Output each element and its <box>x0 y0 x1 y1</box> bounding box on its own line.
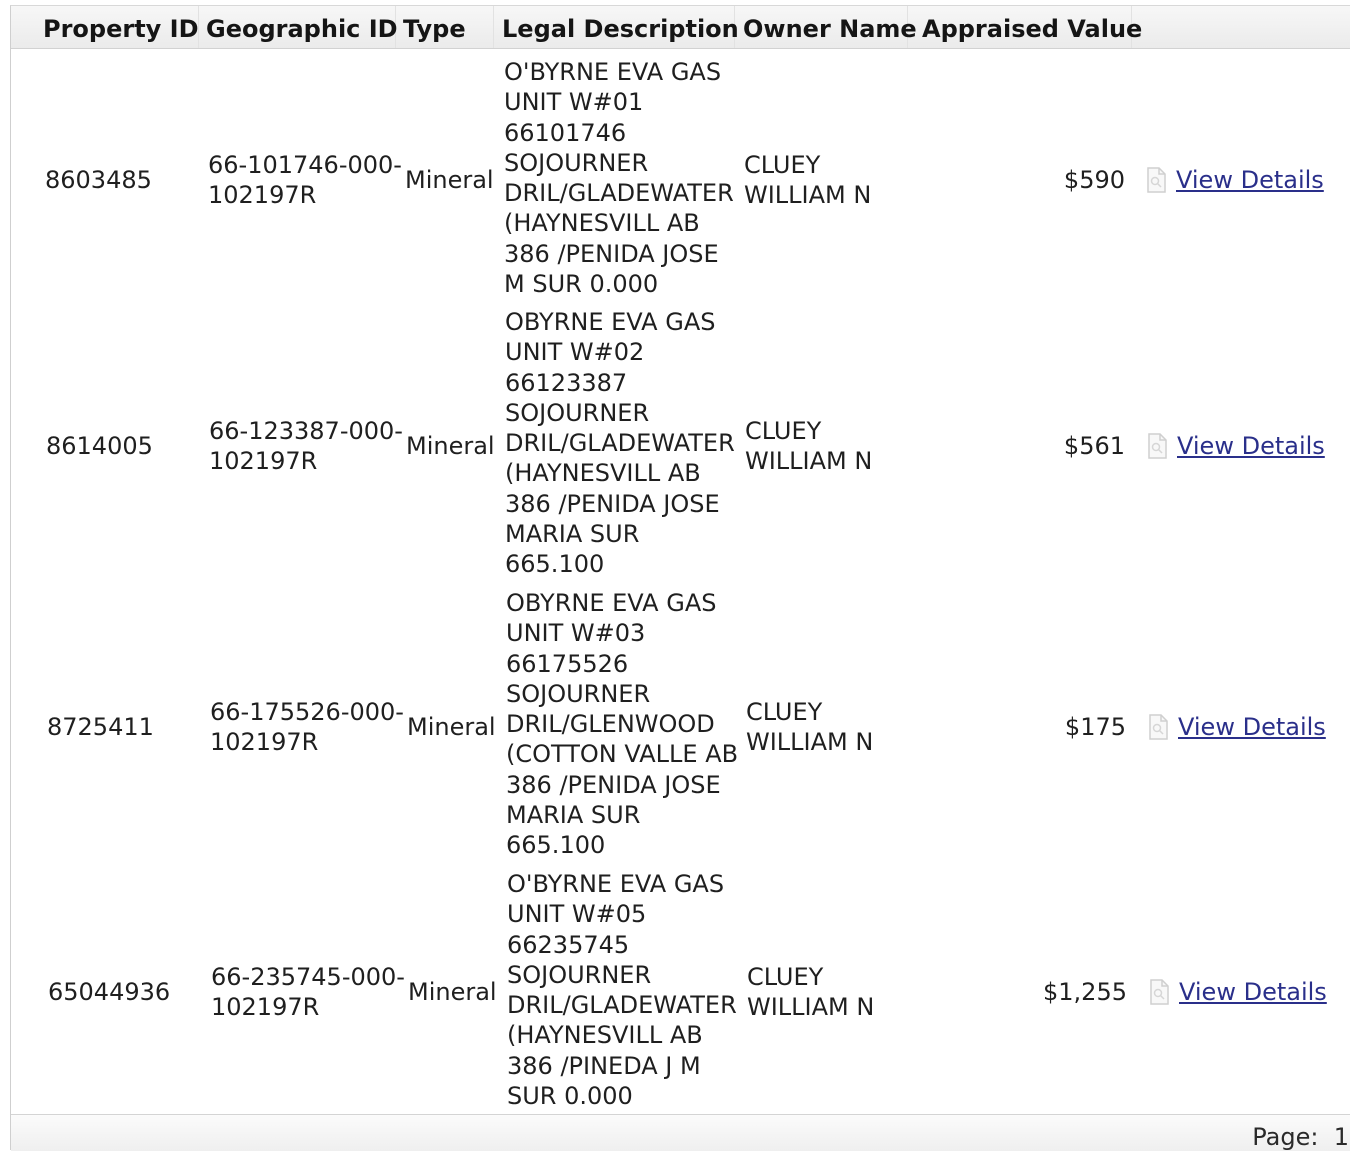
column-header-owner-name[interactable]: Owner Name <box>735 6 908 48</box>
property-id-cell: 65044936 <box>48 977 171 1006</box>
view-details-label[interactable]: View Details <box>1176 166 1324 194</box>
legal-line: 665.100 <box>506 831 606 860</box>
page-number[interactable]: 1 <box>1333 1123 1349 1151</box>
legal-line: UNIT W#01 <box>504 88 644 117</box>
legal-line: SUR 0.000 <box>507 1082 633 1111</box>
legal-line: 66123387 <box>505 368 628 397</box>
page-indicator <box>1252 1123 1349 1151</box>
column-header-appraised-value[interactable]: Appraised Value <box>908 6 1132 48</box>
table-row <box>11 57 1350 303</box>
view-details-link[interactable] <box>1147 977 1327 1007</box>
grid-footer-pager <box>11 1114 1350 1151</box>
legal-line: DRIL/GLADEWATER <box>505 429 735 458</box>
legal-line: 386 /PINEDA J M <box>507 1051 701 1080</box>
owner-name-cell <box>747 869 874 1115</box>
legal-line: 386 /PENIDA JOSE <box>504 239 719 268</box>
geographic-id-cell <box>211 869 405 1115</box>
column-header-type[interactable]: Type <box>396 6 494 48</box>
legal-line: 386 /PENIDA JOSE <box>505 489 720 518</box>
appraised-value-cell: $1,255 <box>1043 977 1127 1006</box>
owner-line: WILLIAM N <box>746 728 874 756</box>
legal-line: SOJOURNER <box>505 398 650 427</box>
view-details-link[interactable] <box>1144 165 1324 195</box>
grid-header <box>11 6 1350 49</box>
legal-line: DRIL/GLADEWATER <box>507 991 737 1020</box>
legal-line: DRIL/GLENWOOD <box>506 710 715 739</box>
owner-line: CLUEY <box>745 416 822 445</box>
legal-line: O'BYRNE EVA GAS <box>504 58 722 86</box>
geographic-id-line: 66-175526-000- <box>210 697 404 726</box>
legal-line: 66235745 <box>507 930 630 959</box>
view-details-label[interactable]: View Details <box>1177 432 1325 460</box>
appraised-value-cell: $590 <box>1063 165 1125 194</box>
owner-name-cell <box>746 588 873 866</box>
view-details-link[interactable] <box>1145 431 1325 461</box>
owner-line: CLUEY <box>744 150 821 179</box>
table-row <box>11 588 1350 866</box>
legal-line: UNIT W#03 <box>506 619 646 648</box>
page-label: Page: <box>1252 1123 1319 1151</box>
legal-line: (HAYNESVILL AB <box>505 459 701 488</box>
column-header-geographic-id[interactable]: Geographic ID <box>199 6 396 48</box>
owner-line: WILLIAM N <box>744 181 872 209</box>
type-cell: Mineral <box>407 712 496 741</box>
legal-line: SOJOURNER <box>506 679 651 708</box>
legal-line: UNIT W#05 <box>507 900 647 929</box>
legal-description-cell <box>507 869 743 1111</box>
legal-line: MARIA SUR <box>505 520 640 549</box>
owner-name-cell <box>745 307 872 585</box>
view-details-label[interactable]: View Details <box>1178 713 1326 741</box>
legal-line: (HAYNESVILL AB <box>504 209 700 238</box>
legal-description-cell <box>504 57 740 299</box>
appraised-value-cell: $561 <box>1063 431 1125 460</box>
legal-line: 66101746 <box>504 118 627 147</box>
property-id-cell: 8603485 <box>45 165 152 194</box>
legal-line: (HAYNESVILL AB <box>507 1021 703 1050</box>
column-header-property-id[interactable]: Property ID <box>11 6 199 48</box>
legal-line: SOJOURNER <box>504 148 649 177</box>
property-id-cell: 8614005 <box>46 431 153 460</box>
document-icon <box>1146 714 1170 740</box>
geographic-id-cell <box>209 307 403 585</box>
legal-line: OBYRNE EVA GAS <box>505 308 716 336</box>
geographic-id-line: 66-101746-000- <box>208 150 402 179</box>
column-header-legal-description[interactable]: Legal Description <box>494 6 735 48</box>
appraised-value-cell: $175 <box>1064 712 1126 741</box>
owner-line: WILLIAM N <box>745 447 873 475</box>
view-details-label[interactable]: View Details <box>1179 978 1327 1006</box>
legal-line: DRIL/GLADEWATER <box>504 179 734 208</box>
geographic-id-line: 102197R <box>211 993 320 1021</box>
geographic-id-line: 102197R <box>210 728 319 756</box>
geographic-id-line: 102197R <box>209 447 318 475</box>
legal-line: OBYRNE EVA GAS <box>506 589 717 617</box>
legal-line: M SUR 0.000 <box>504 270 659 299</box>
owner-line: WILLIAM N <box>747 993 875 1021</box>
type-cell: Mineral <box>406 431 495 460</box>
legal-line: (COTTON VALLE AB <box>506 740 739 769</box>
document-icon <box>1145 433 1169 459</box>
legal-line: 665.100 <box>505 550 605 579</box>
geographic-id-cell <box>210 588 404 866</box>
legal-line: UNIT W#02 <box>505 338 645 367</box>
owner-name-cell <box>744 57 871 303</box>
geographic-id-line: 102197R <box>208 181 317 209</box>
property-id-cell: 8725411 <box>47 712 154 741</box>
owner-line: CLUEY <box>747 962 824 991</box>
geographic-id-cell <box>208 57 402 303</box>
geographic-id-line: 66-123387-000- <box>209 416 403 445</box>
owner-line: CLUEY <box>746 697 823 726</box>
document-icon <box>1147 979 1171 1005</box>
table-row <box>11 307 1350 585</box>
geographic-id-line: 66-235745-000- <box>211 962 405 991</box>
legal-line: O'BYRNE EVA GAS <box>507 870 725 898</box>
legal-line: SOJOURNER <box>507 960 652 989</box>
legal-line: 386 /PENIDA JOSE <box>506 770 721 799</box>
legal-description-cell <box>506 588 742 861</box>
type-cell: Mineral <box>405 165 494 194</box>
view-details-link[interactable] <box>1146 712 1326 742</box>
document-icon <box>1144 167 1168 193</box>
legal-line: MARIA SUR <box>506 801 641 830</box>
table-row <box>11 869 1350 1115</box>
property-results-grid <box>10 5 1350 1150</box>
legal-line: 66175526 <box>506 649 629 678</box>
type-cell: Mineral <box>408 977 497 1006</box>
legal-description-cell <box>505 307 741 580</box>
